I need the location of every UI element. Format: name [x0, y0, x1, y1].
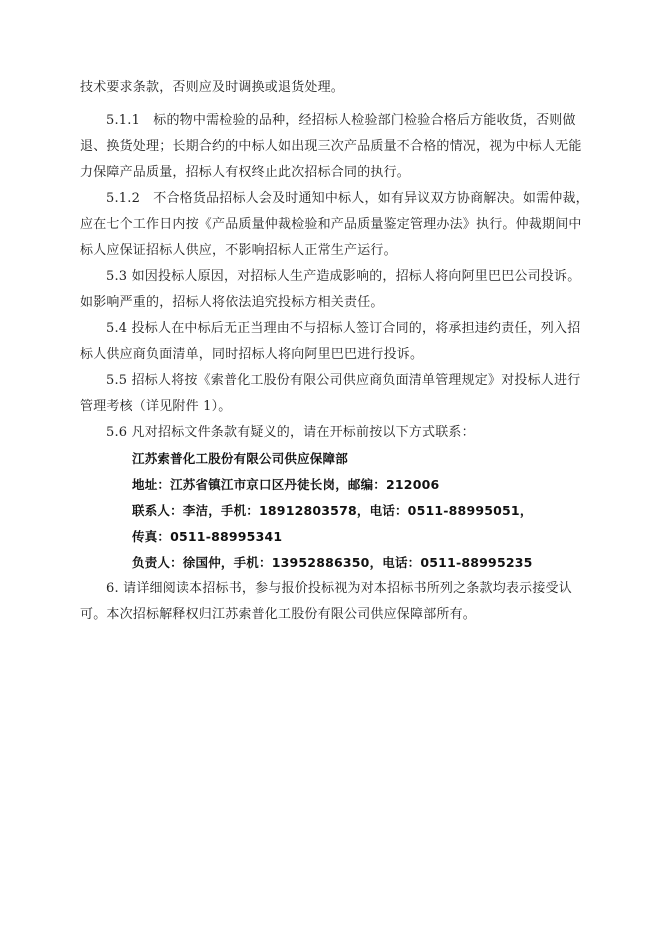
- paragraph-line: 标人供应商负面清单，同时招标人将向阿里巴巴进行投诉。: [80, 347, 424, 362]
- paragraph-line: 退、换货处理；长期合约的中标人如出现三次产品质量不合格的情况，视为中标人无能: [80, 139, 582, 154]
- clause-5-3: 5.3 如因投标人原因，对招标人生产造成影响的，招标人将向阿里巴巴公司投诉。: [106, 269, 581, 284]
- paragraph-line: 如影响严重的，招标人将依法追究投标方相关责任。: [80, 295, 384, 310]
- document-page: [80, 75, 589, 628]
- paragraph-line: 技术要求条款，否则应及时调换或退货处理。: [80, 80, 345, 95]
- contact-person: 联系人：李洁，手机：18912803578，电话：0511-88995051，: [132, 503, 533, 518]
- clause-5-1-1: 5.1.1 标的物中需检验的品种，经招标人检验部门检验合格后方能收货，否则做: [106, 113, 576, 128]
- paragraph-line: 可。本次招标解释权归江苏索普化工股份有限公司供应保障部所有。: [80, 607, 477, 622]
- paragraph-line: 应在七个工作日内按《产品质量仲裁检验和产品质量鉴定管理办法》执行。仲裁期间中: [80, 217, 582, 232]
- contact-address: 地址：江苏省镇江市京口区丹徒长岗，邮编：212006: [132, 477, 440, 492]
- contact-manager: 负责人：徐国仲，手机：13952886350，电话：0511-88995235: [132, 555, 533, 570]
- clause-5-5: 5.5 招标人将按《索普化工股份有限公司供应商负面清单管理规定》对投标人进行: [106, 373, 581, 388]
- clause-6: 6. 请详细阅读本招标书，参与报价投标视为对本招标书所列之条款均表示接受认: [106, 581, 572, 596]
- clause-5-6: 5.6 凡对招标文件条款有疑义的，请在开标前按以下方式联系：: [106, 425, 475, 440]
- clause-5-4: 5.4 投标人在中标后无正当理由不与招标人签订合同的，将承担违约责任，列入招: [106, 321, 581, 336]
- paragraph-line: 力保障产品质量，招标人有权终止此次招标合同的执行。: [80, 165, 411, 180]
- paragraph-line: 管理考核（详见附件 1）。: [80, 399, 232, 414]
- clause-5-1-2: 5.1.2 不合格货品招标人会及时通知中标人，如有异议双方协商解决。如需仲裁，: [106, 191, 589, 206]
- contact-company: 江苏索普化工股份有限公司供应保障部: [132, 451, 348, 466]
- contact-fax: 传真：0511-88995341: [132, 529, 283, 544]
- paragraph-line: 标人应保证招标人供应，不影响招标人正常生产运行。: [80, 243, 397, 258]
